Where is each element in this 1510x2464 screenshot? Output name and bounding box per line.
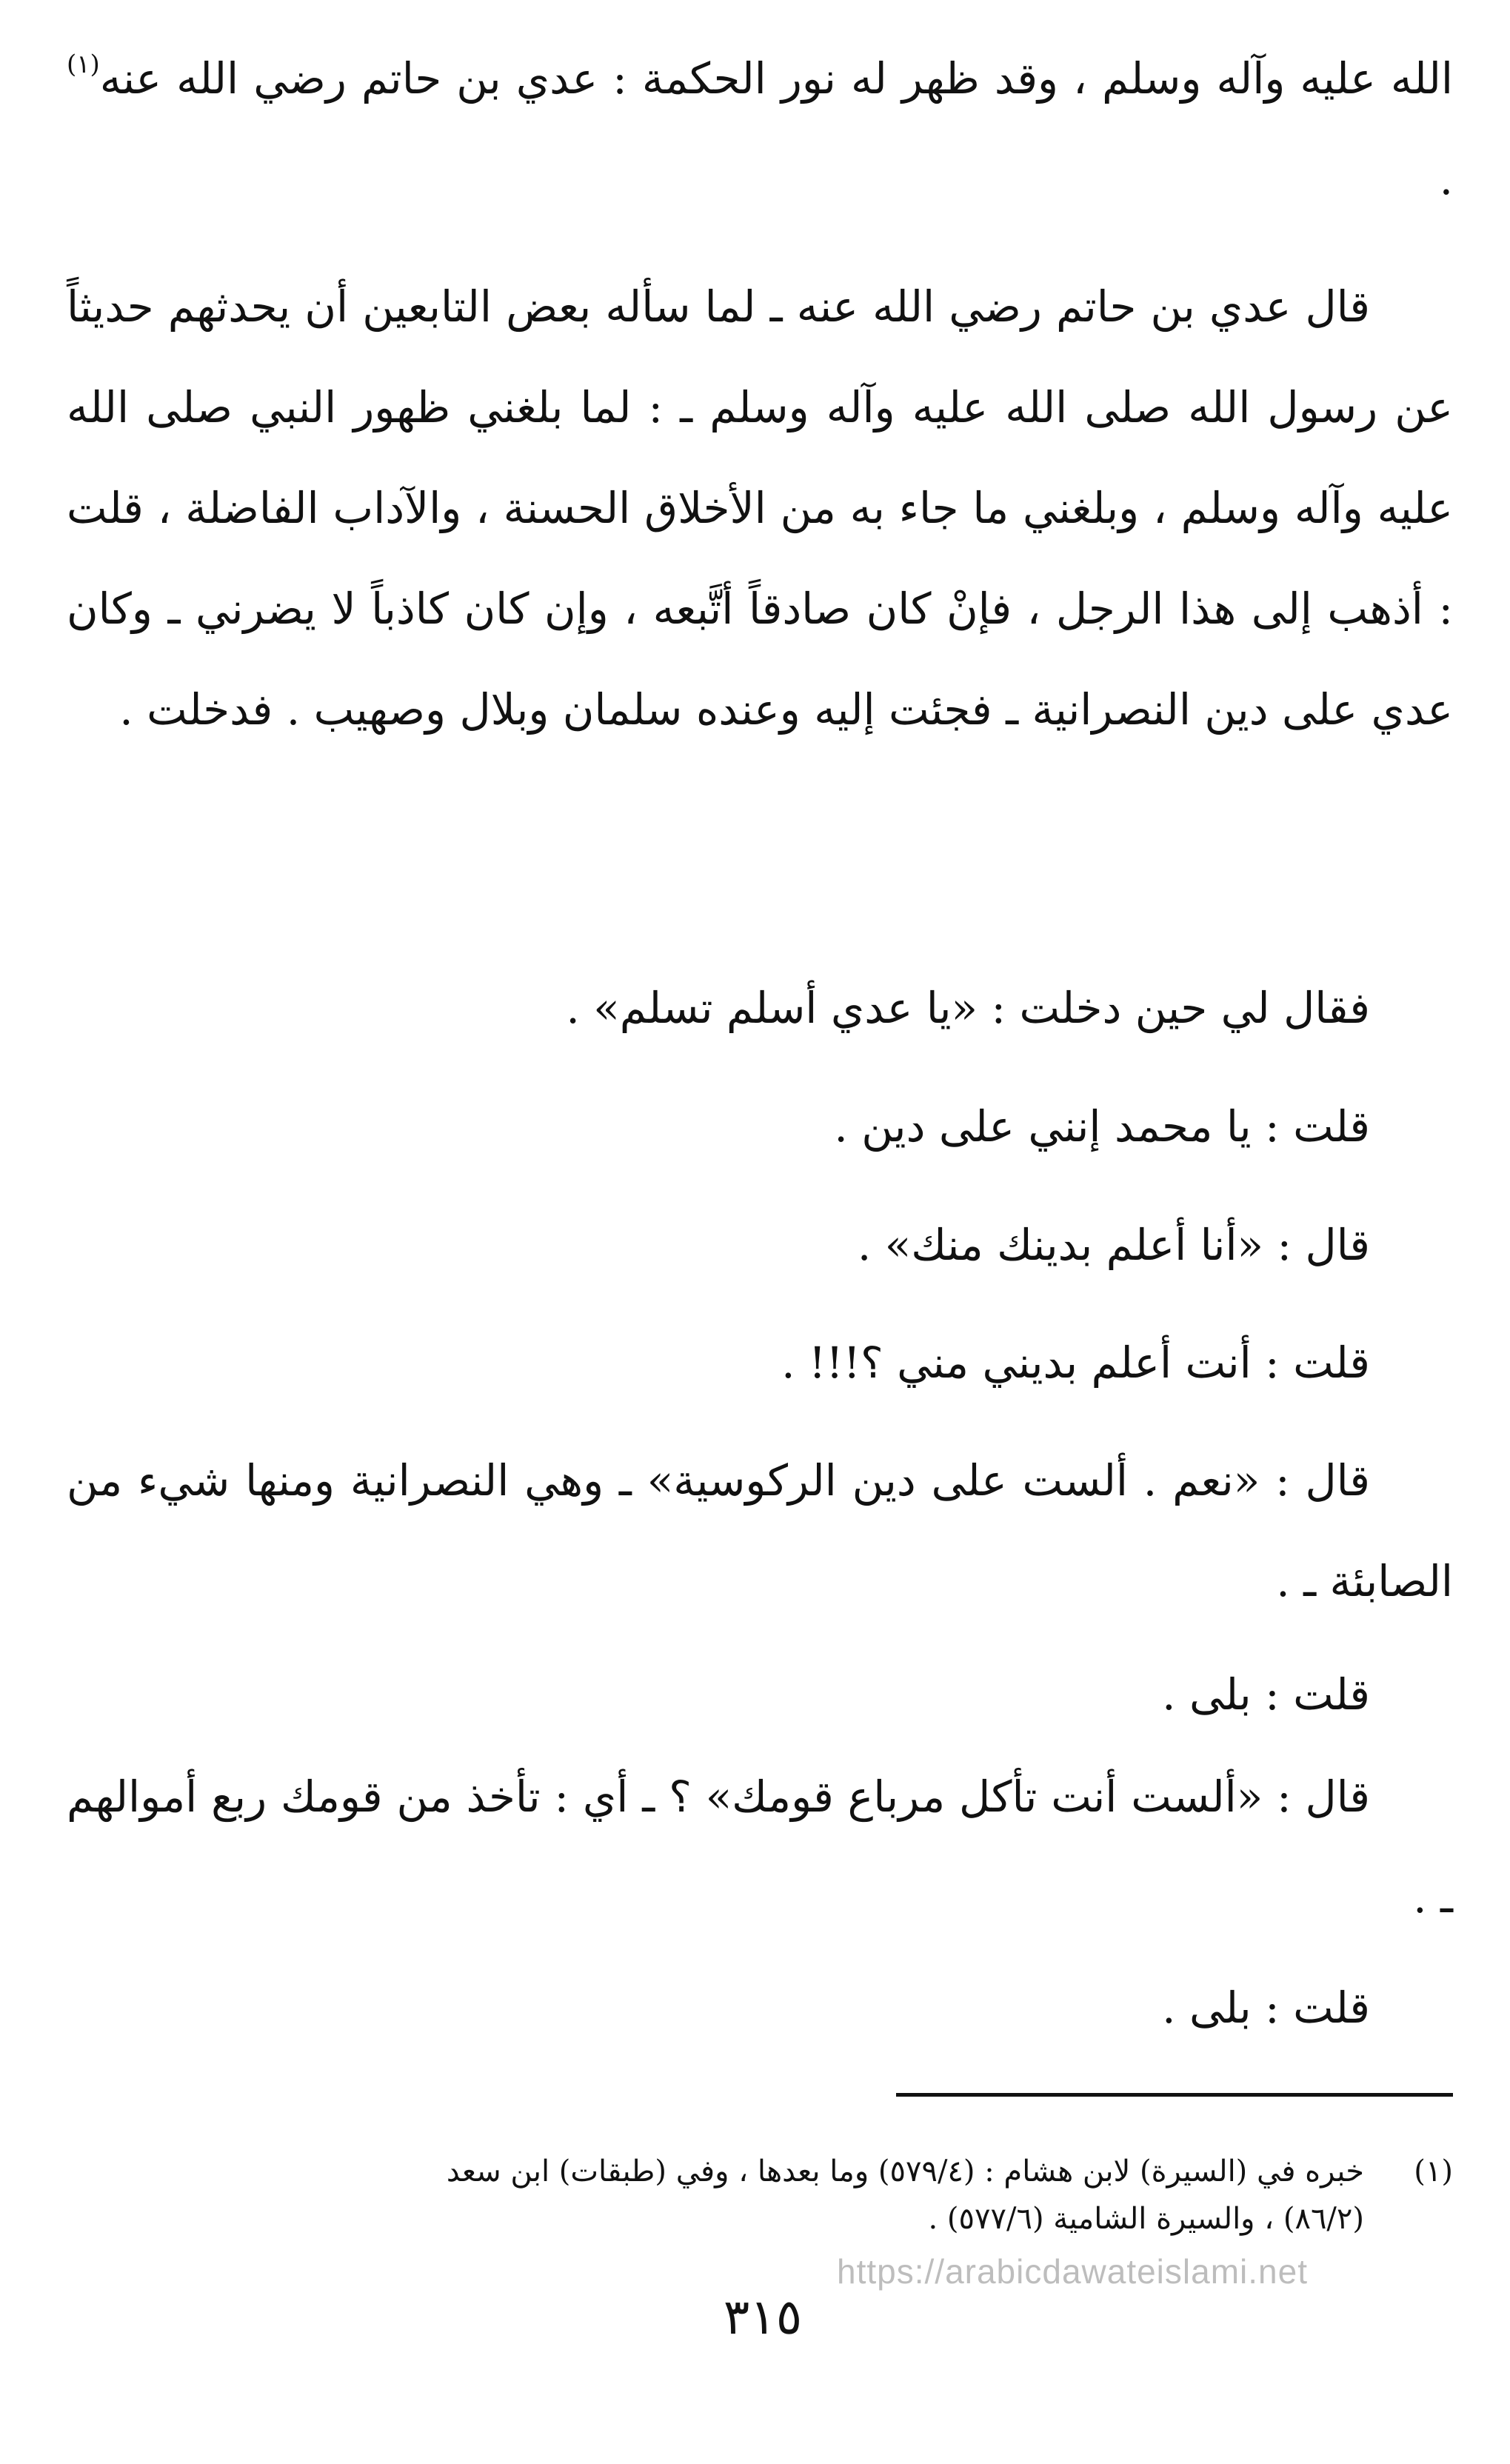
dialogue-line-1: فقال لي حين دخلت : «يا عدي أسلم تسلم» . xyxy=(566,983,1370,1033)
dialogue-line-5: قال : «نعم . ألست على دين الركوسية» ـ وهي النصرانية ومنها شيء من الصابئة ـ . xyxy=(67,1455,1453,1606)
page-number: ٣١٥ xyxy=(723,2288,803,2346)
dialogue-line-6: قلت : بلى . xyxy=(1162,1669,1370,1720)
paragraph-1-end: . xyxy=(1439,154,1453,204)
dialogue-line-3: قال : «أنا أعلم بدينك منك» . xyxy=(857,1220,1370,1270)
dialogue-line-8: قلت : بلى . xyxy=(1162,1983,1370,2033)
dialogue-line-4: قلت : أنت أعلم بديني مني ؟!!! . xyxy=(781,1338,1370,1388)
paragraph-1 xyxy=(67,28,1453,230)
footnote-line-1 xyxy=(67,2148,1453,2195)
dialogue-line-7: قال : «ألست أنت تأكل مرباع قومك» ؟ ـ أي : تأخذ من قومك ربع أموالهم ـ . xyxy=(67,1772,1453,1923)
footnote-text-1: خبره في (السيرة) لابن هشام : (٥٧٩/٤) وما بعدها ، وفي (طبقات) ابن سعد xyxy=(446,2154,1364,2188)
footnote xyxy=(67,2148,1453,2243)
opening-paragraph xyxy=(67,28,1453,230)
footnote-line-2: (٨٦/٢) ، والسيرة الشامية (٥٧٧/٦) . xyxy=(928,2202,1364,2236)
footnote-reference: (١) xyxy=(67,50,100,79)
paragraph-1-text: الله عليه وآله وسلم ، وقد ظهر له نور الحكمة : عدي بن حاتم رضي الله عنه xyxy=(99,53,1453,104)
watermark-url: https://arabicdawateislami.net xyxy=(837,2252,1308,2291)
footnote-number: (١) xyxy=(1414,2154,1453,2188)
paragraph-2: قال عدي بن حاتم رضي الله عنه ـ لما سأله بعض التابعين أن يحدثهم حديثاً عن رسول الله صلى الله عليه وآله وسلم ـ : لما بلغني ظهور النبي صلى الله عليه وآله وسلم ، وبلغني ما جاء به من الأخلاق الحسنة ، والآداب الفاضلة ، قلت : أذهب إلى هذا الرجل ، فإنْ كان صادقاً أتَّبعه ، وإن كان كاذباً لا يضرني ـ وكان عدي على دين النصرانية ـ فجئت إليه وعنده سلمان وبلال وصهيب . فدخلت . xyxy=(67,281,1453,735)
narrative-block xyxy=(67,256,1453,760)
dialogue-line-2: قلت : يا محمد إنني على دين . xyxy=(834,1101,1370,1152)
footnote-divider xyxy=(896,2093,1453,2097)
